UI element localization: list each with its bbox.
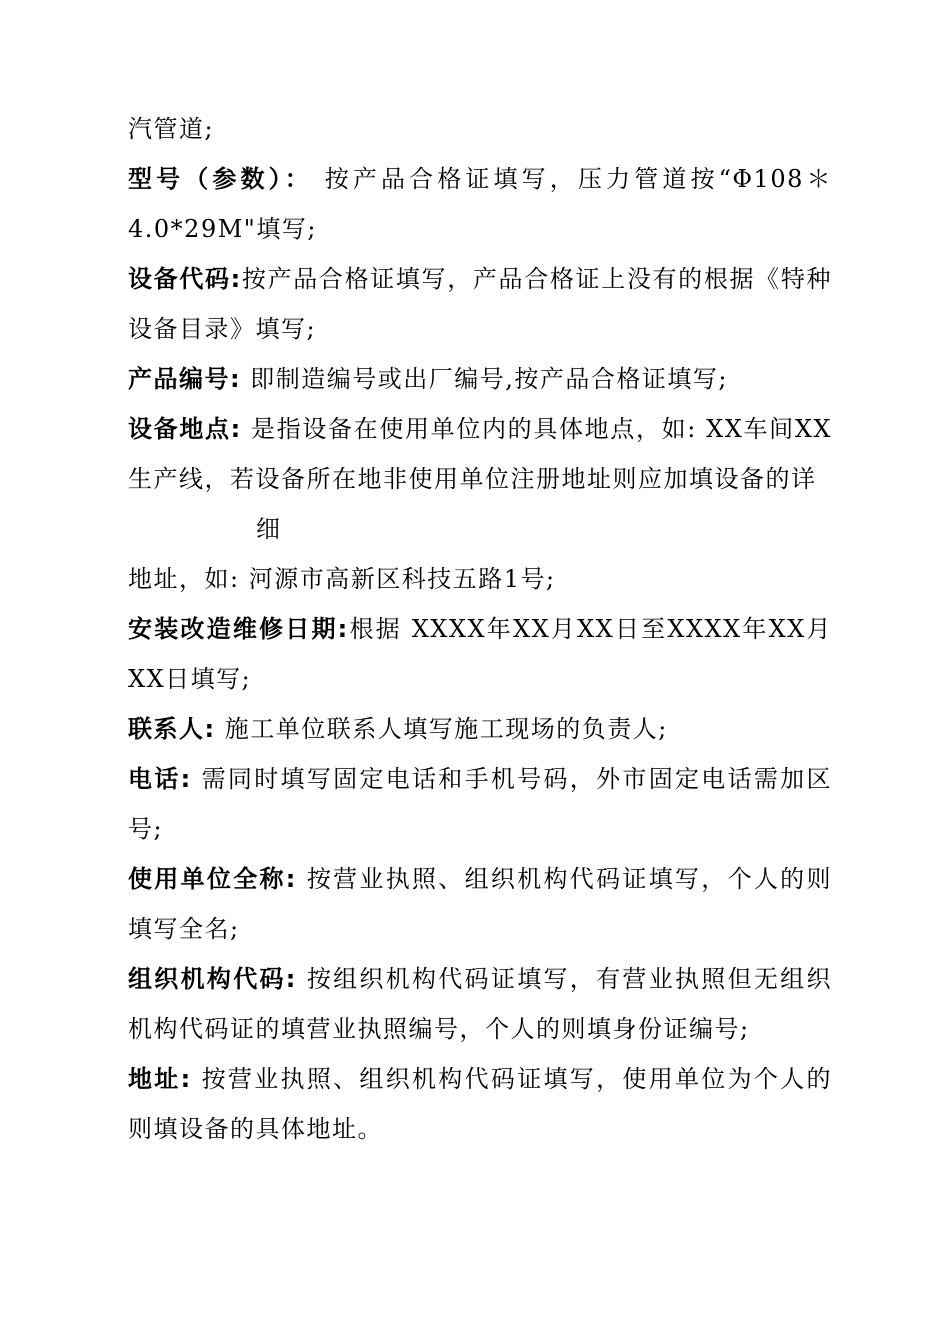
paragraph-term: 使用单位全称: [128, 865, 297, 893]
paragraph-term: 组织机构代码: [128, 965, 297, 993]
paragraph-term: 型号（参数）： [128, 165, 313, 193]
paragraph-text: 施工单位联系人填写施工现场的负责人; [215, 715, 668, 743]
paragraph-term: 设备代码: [128, 265, 242, 293]
paragraph-text: 根据 XXXX年XX月XX日至XXXX年XX月XX日填写; [128, 615, 832, 693]
paragraph-address [128, 1054, 832, 1154]
paragraph-text: 按组织机构代码证填写，有营业执照但无组织机构代码证的填营业执照编号，个人的则填身份证编号; [128, 965, 832, 1043]
paragraph-term: 联系人: [128, 715, 216, 743]
paragraph-model [128, 154, 832, 254]
paragraph-text: 按产品合格证填写，压力管道按“Φ108＊4.0*29M"填写; [128, 165, 832, 243]
paragraph-fragment [128, 504, 832, 554]
paragraph-text: 按营业执照、组织机构代码证填写，个人的则填写全名; [128, 865, 832, 943]
paragraph-term: 电话: [128, 765, 192, 793]
paragraph-text: 地址，如: 河源市高新区科技五路1号; [128, 565, 556, 593]
paragraph-equipment-code [128, 254, 832, 354]
paragraph-text: 汽管道; [128, 115, 215, 143]
paragraph-text: 按营业执照、组织机构代码证填写，使用单位为个人的则填设备的具体地址。 [128, 1065, 832, 1143]
paragraph-term: 产品编号: [128, 365, 242, 393]
paragraph-equipment-location [128, 404, 832, 504]
paragraph-term: 设备地点: [128, 415, 242, 443]
paragraph-contact [128, 704, 832, 754]
paragraph-continuation [128, 104, 832, 154]
paragraph-phone [128, 754, 832, 854]
paragraph-term: 安装改造维修日期: [128, 615, 349, 643]
paragraph-term: 地址: [128, 1065, 192, 1093]
paragraph-text: 需同时填写固定电话和手机号码，外市固定电话需加区号; [128, 765, 832, 843]
paragraph-unit-name [128, 854, 832, 954]
paragraph-text: 是指设备在使用单位内的具体地点，如: XX车间XX生产线，若设备所在地非使用单位注册地址则应加填设备的详 [128, 415, 832, 493]
paragraph-product-number [128, 354, 832, 404]
paragraph-org-code [128, 954, 832, 1054]
paragraph-install-date [128, 604, 832, 704]
paragraph-text: 按产品合格证填写，产品合格证上没有的根据《特种设备目录》填写; [128, 265, 832, 343]
paragraph-address-example [128, 554, 832, 604]
paragraph-text: 细 [256, 515, 282, 543]
paragraph-text: 即制造编号或出厂编号,按产品合格证填写; [241, 365, 728, 393]
document-page [128, 104, 832, 1154]
